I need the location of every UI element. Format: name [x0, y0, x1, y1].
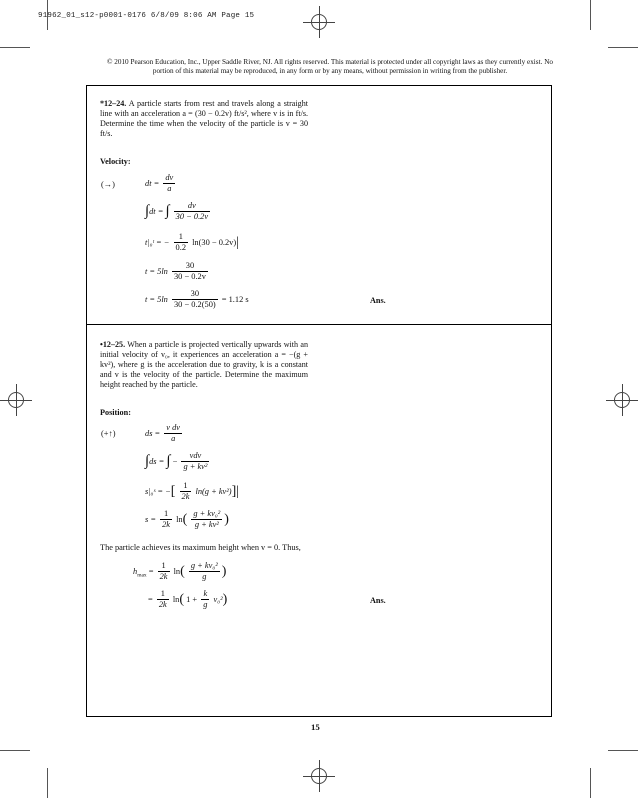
registration-mark-bottom-v: [319, 760, 320, 792]
equation-5: t = 5ln $\frac{30}{30 - 0.2(50)}$ = 1.12 s: [145, 289, 249, 310]
equation-2-3: s|₀ˢ = −[ $\frac{1}{2k}$ ln(g + kv²)]|: [145, 481, 240, 502]
equation-3: t|₀ᵗ = − $\frac{1}{0.2}$ ln(30 − 0.2v)|: [145, 232, 239, 253]
section-heading-velocity: Velocity:: [100, 157, 131, 166]
problem-divider: [86, 324, 552, 325]
equation-2: ∫dt = ∫ $\frac{dv}{30 - 0.2v}$: [145, 201, 209, 222]
problem-number: *12–24.: [100, 99, 127, 108]
crop-mark-bottom-left-h: [0, 750, 30, 751]
equation-1: dt = $\frac{dv}{a}$: [145, 173, 174, 194]
page-number: 15: [311, 722, 320, 732]
crop-mark-bottom-right-h: [608, 750, 638, 751]
crop-mark-top-left-h: [0, 47, 30, 48]
problem-number: •12–25.: [100, 340, 126, 349]
problem-12-25-statement: [100, 340, 308, 390]
direction-indicator-2: (+↑): [101, 429, 116, 438]
conclusion-text: The particle achieves its maximum height when v = 0. Thus,: [100, 543, 301, 552]
crop-mark-bottom-left-v: [47, 768, 48, 798]
print-slug: 91962_01_s12-p0001-0176 6/8/09 8:06 AM Page 15: [38, 12, 255, 20]
answer-label-1: Ans.: [370, 296, 386, 305]
crop-mark-top-right-h: [608, 47, 638, 48]
equation-2-4: s = $\frac{1}{2k}$ ln( $\frac{\text{g + kv₀²}}{\text{g + kv²}}$ ): [145, 509, 229, 530]
registration-mark-right-v: [622, 384, 623, 416]
problem-text: When a particle is projected vertically upwards with an initial velocity of v₀, it experiences an acceleration a = −(g + kv²), where g is the acceleration due to gravity, k is a constant and v is the velocity of the particle. Determine the maximum height reached by the particle.: [100, 340, 308, 389]
registration-mark-left-v: [16, 384, 17, 416]
equation-4: t = 5ln $\frac{30}{30 - 0.2v}$: [145, 261, 206, 282]
direction-indicator: (→): [101, 180, 115, 189]
equation-2-1: ds = $\frac{\text{v dv}}{a}$: [145, 423, 181, 444]
answer-label-2: Ans.: [370, 596, 386, 605]
crop-mark-bottom-right-v: [590, 768, 591, 798]
crop-mark-top-right-v: [590, 0, 591, 30]
copyright-notice: © 2010 Pearson Education, Inc., Upper Saddle River, NJ. All rights reserved. This material is protected under all copyright laws as they currently exist. No portion of this material may be reproduced, in any form or by any means, without permission in writing from the publisher.: [107, 58, 553, 75]
problem-12-24-statement: [100, 99, 308, 139]
registration-mark-top-v: [319, 6, 320, 38]
equation-2-5: $h_{max}$ = $\frac{1}{2k}$ ln( $\frac{\text{g + kv₀²}}{g}$ ): [133, 561, 227, 582]
problem-text: A particle starts from rest and travels along a straight line with an acceleration a = (30 − 0.2v) ft/s², where v is in ft/s. Determine the time when the velocity of the particle is v = 30 ft/s.: [100, 99, 308, 138]
equation-2-6: = $\frac{1}{2k}$ ln( 1 + $\frac{k}{g}$ v₀²): [148, 589, 228, 610]
equation-2-2: ∫ds = ∫ − $\frac{\text{vdv}}{\text{g + kv²}}$: [145, 451, 208, 472]
section-heading-position: Position:: [100, 408, 131, 417]
